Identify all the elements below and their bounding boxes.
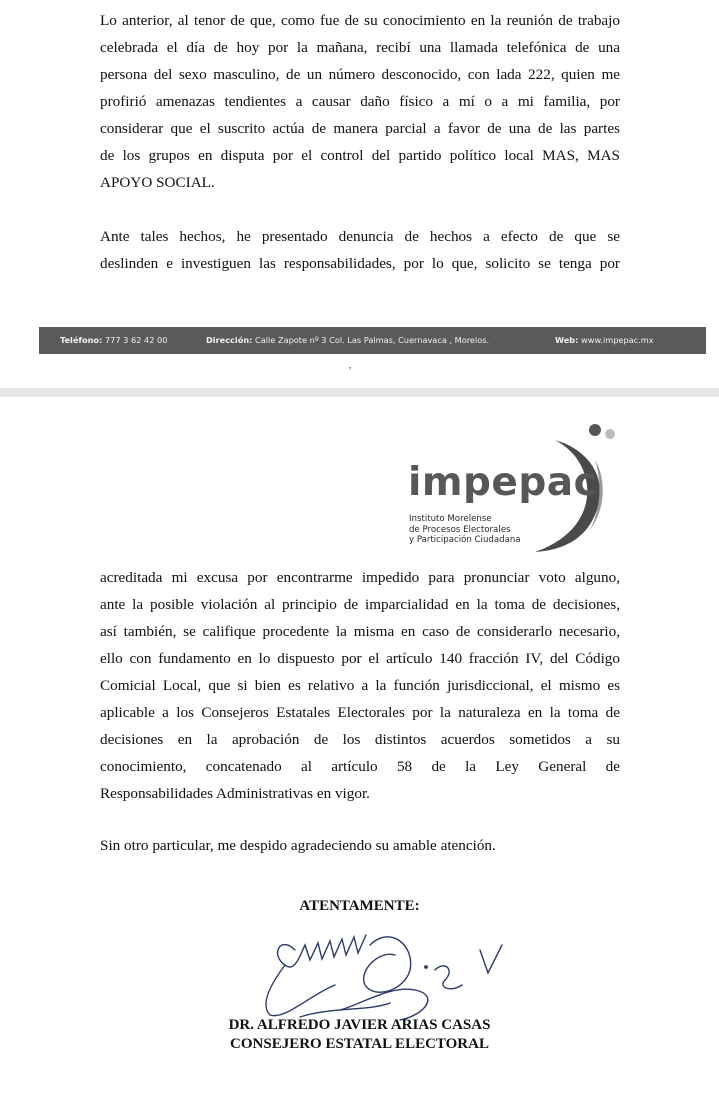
signer-name: DR. ALFREDO JAVIER ARIAS CASAS [228,1017,491,1033]
text-line: Comicial Local, que si bien es relativo a la función jurisdiccional, el mismo es [100,677,620,694]
logo-subtitle: Instituto Morelense de Procesos Electorales y Participación Ciudadana [409,514,521,545]
logo-wordmark: impepac [408,460,598,505]
handwritten-signature [240,915,520,1025]
text-line: profirió amenazas tendientes a causar daño físico a mí o a mi familia, por [100,93,620,110]
closing-salutation: ATENTAMENTE: [299,898,420,914]
page-break [0,388,719,397]
text-line: deslinden e investiguen las responsabilidades, por lo que, solicito se tenga por [100,255,620,272]
impepac-logo [405,420,620,555]
body-paragraph-farewell: Sin otro particular, me despido agradeciendo su amable atención. [100,837,496,854]
signer-title: CONSEJERO ESTATAL ELECTORAL [230,1036,489,1052]
text-line: así también, se califique procedente la misma en caso de considerarlo necesario, [100,623,620,640]
text-line: ante la posible violación al principio de imparcialidad en la toma de decisiones, [100,596,620,613]
text-line: de los grupos en disputa por el control del partido político local MAS, MAS [100,147,620,164]
text-line: conocimiento, concatenado al artículo 58 de la Ley General de [100,758,620,775]
text-line: Lo anterior, al tenor de que, como fue de su conocimiento en la reunión de trabajo [100,12,620,29]
text-line: decisiones en la aprobación de los distintos acuerdos sometidos a su [100,731,620,748]
text-line: Ante tales hechos, he presentado denuncia de hechos a efecto de que se [100,228,620,245]
text-line: APOYO SOCIAL. [100,174,215,191]
body-paragraph-threats [100,7,620,196]
previous-page [0,0,719,388]
text-line: aplicable a los Consejeros Estatales Electorales por la naturaleza en la toma de [100,704,620,721]
stray-mark: , [349,360,352,371]
text-line: ello con fundamento en lo dispuesto por el artículo 140 fracción IV, del Código [100,650,620,667]
footer-phone: Teléfono: 777 3 62 42 00 [60,335,168,345]
text-line: Responsabilidades Administrativas en vigor. [100,785,370,802]
body-paragraph-complaint [100,223,620,277]
footer-address: Dirección: Calle Zapote nº 3 Col. Las Palmas, Cuernavaca , Morelos. [206,335,490,345]
body-paragraph-excusal [100,564,620,807]
text-line: considerar que el suscrito actúa de manera parcial a favor de una de las partes [100,120,620,137]
footer-web: Web: www.impepac.mx [555,335,654,345]
letterhead-footer [39,327,706,354]
text-line: acreditada mi excusa por encontrarme impedido para pronunciar voto alguno, [100,569,620,586]
text-line: celebrada el día de hoy por la mañana, recibí una llamada telefónica de una [100,39,620,56]
text-line: persona del sexo masculino, de un número desconocido, con lada 222, quien me [100,66,620,83]
